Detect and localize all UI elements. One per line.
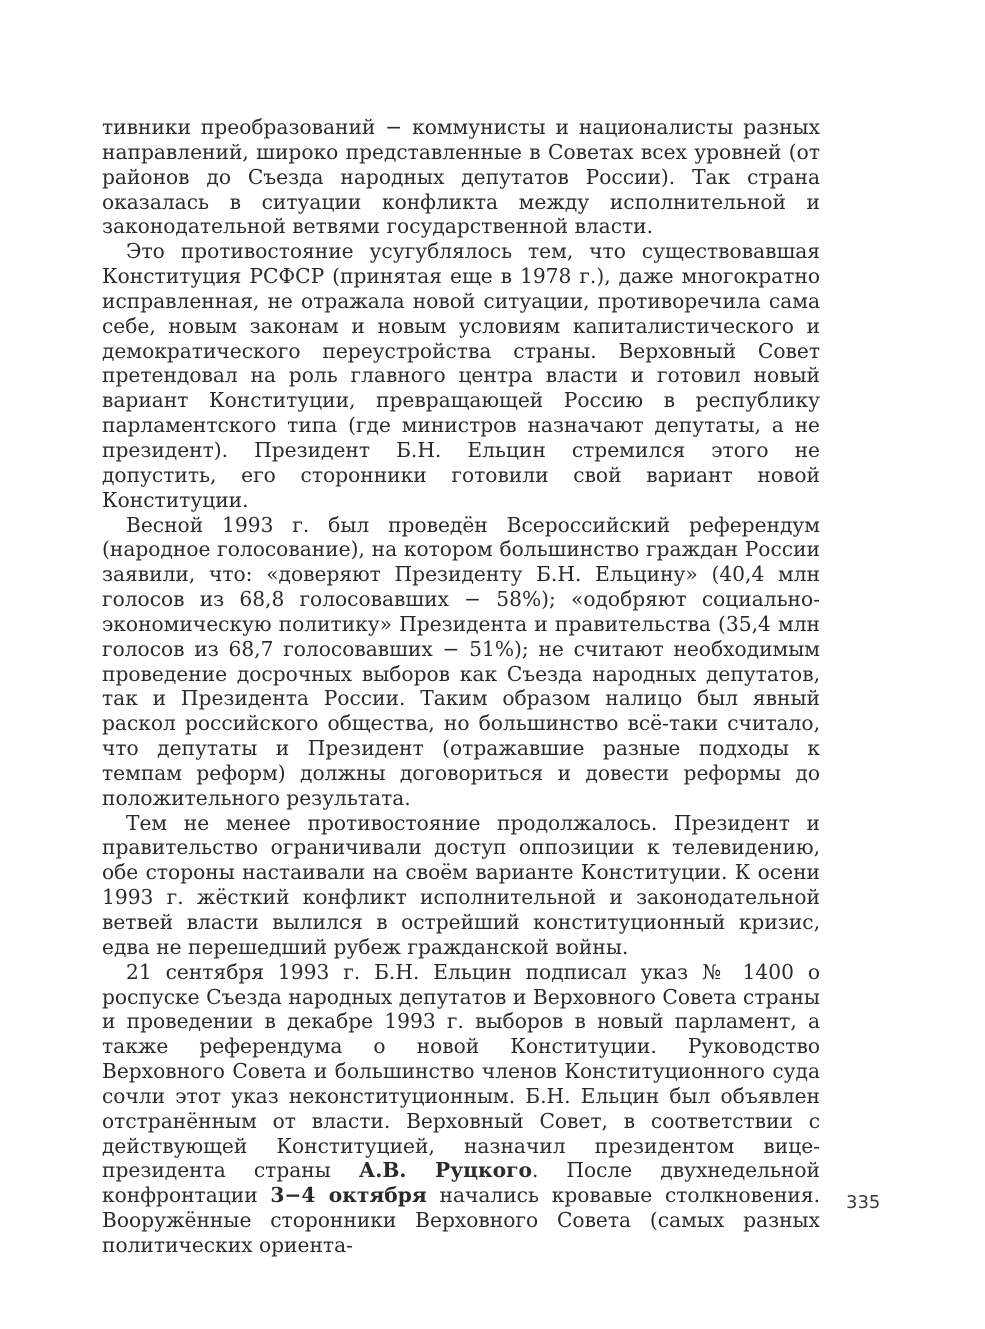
paragraph-text: Тем не менее противостояние продолжалось. Президент и правительство ограничивали доступ оппозиции к телевидению, обе стороны настаивали на своём варианте Конституции. К осени 1993 г. жёсткий конфликт исполнительной и законодательной ветвей власти вылился в острейший конституционный кризис, едва не перешедший рубеж гражданской войны. bbox=[102, 810, 820, 959]
bold-date-october: 3−4 октября bbox=[270, 1183, 427, 1208]
paragraph-text: тивники преобразований − коммунисты и националисты разных направлений, широко представленные в Советах всех уровней (от районов до Съезда народных депутатов России). Так страна оказалась в ситуации конфликта между исполнительной и законодательной ветвями государственной власти. bbox=[102, 115, 820, 239]
paragraph-referendum bbox=[102, 513, 820, 811]
paragraph-decree bbox=[102, 960, 820, 1258]
paragraph-crisis bbox=[102, 811, 820, 960]
paragraph-continuation bbox=[102, 115, 820, 239]
paragraph-text: . После двухнедельной конфронтации bbox=[102, 1158, 820, 1208]
paragraph-text: начались кровавые столкновения. Вооружённые сторонники Верховного Совета (самых разных политических ориента- bbox=[102, 1183, 821, 1257]
paragraph-text: Весной 1993 г. был проведён Всероссийский референдум (народное голосование), на котором большинство граждан России заявили, что: «доверяют Президенту Б.Н. Ельцину» (40,4 млн голосов из 68,8 голосовавших − 58%); «одобряют социально-экономическую политику» Президента и правительства (35,4 млн голосов из 68,7 голосовавших − 51%); не считают необходимым проведение досрочных выборов как Съезда народных депутатов, так и Президента России. Таким образом налицо был явный раскол российского общества, но большинство всё-таки считало, что депутаты и Президент (отражавшие разные подходы к темпам реформ) должны договориться и довести реформы до положительного результата. bbox=[102, 512, 820, 810]
page-number: 335 bbox=[846, 1192, 881, 1213]
paragraph-text: 21 сентября 1993 г. Б.Н. Ельцин подписал указ № 1400 о роспуске Съезда народных депутатов и Верховного Совета страны и проведении в декабре 1993 г. выборов в новый парламент, а также референдума о новой Конституции. Руководство Верховного Совета и большинство членов Конституционного суда сочли этот указ неконституционным. Б.Н. Ельцин был объявлен отстранённым от власти. Верховный Совет, в соответствии с действующей Конституцией, назначил президентом вице-президента страны bbox=[102, 959, 820, 1183]
body-text bbox=[102, 115, 820, 1258]
bold-name-rutskoy: А.В. Руцкого bbox=[358, 1158, 532, 1183]
paragraph-constitution bbox=[102, 239, 820, 512]
paragraph-text: Это противостояние усугублялось тем, что существовавшая Конституция РСФСР (принятая еще в 1978 г.), даже многократно исправленная, не отражала новой ситуации, противоречила сама себе, новым законам и новым условиям капиталистического и демократического переустройства страны. Верховный Совет претендовал на роль главного центра власти и готовил новый вариант Конституции, превращающей Россию в республику парламентского типа (где министров назначают депутаты, а не президент). Президент Б.Н. Ельцин стремился этого не допустить, его сторонники готовили свой вариант новой Конституции. bbox=[102, 239, 820, 512]
